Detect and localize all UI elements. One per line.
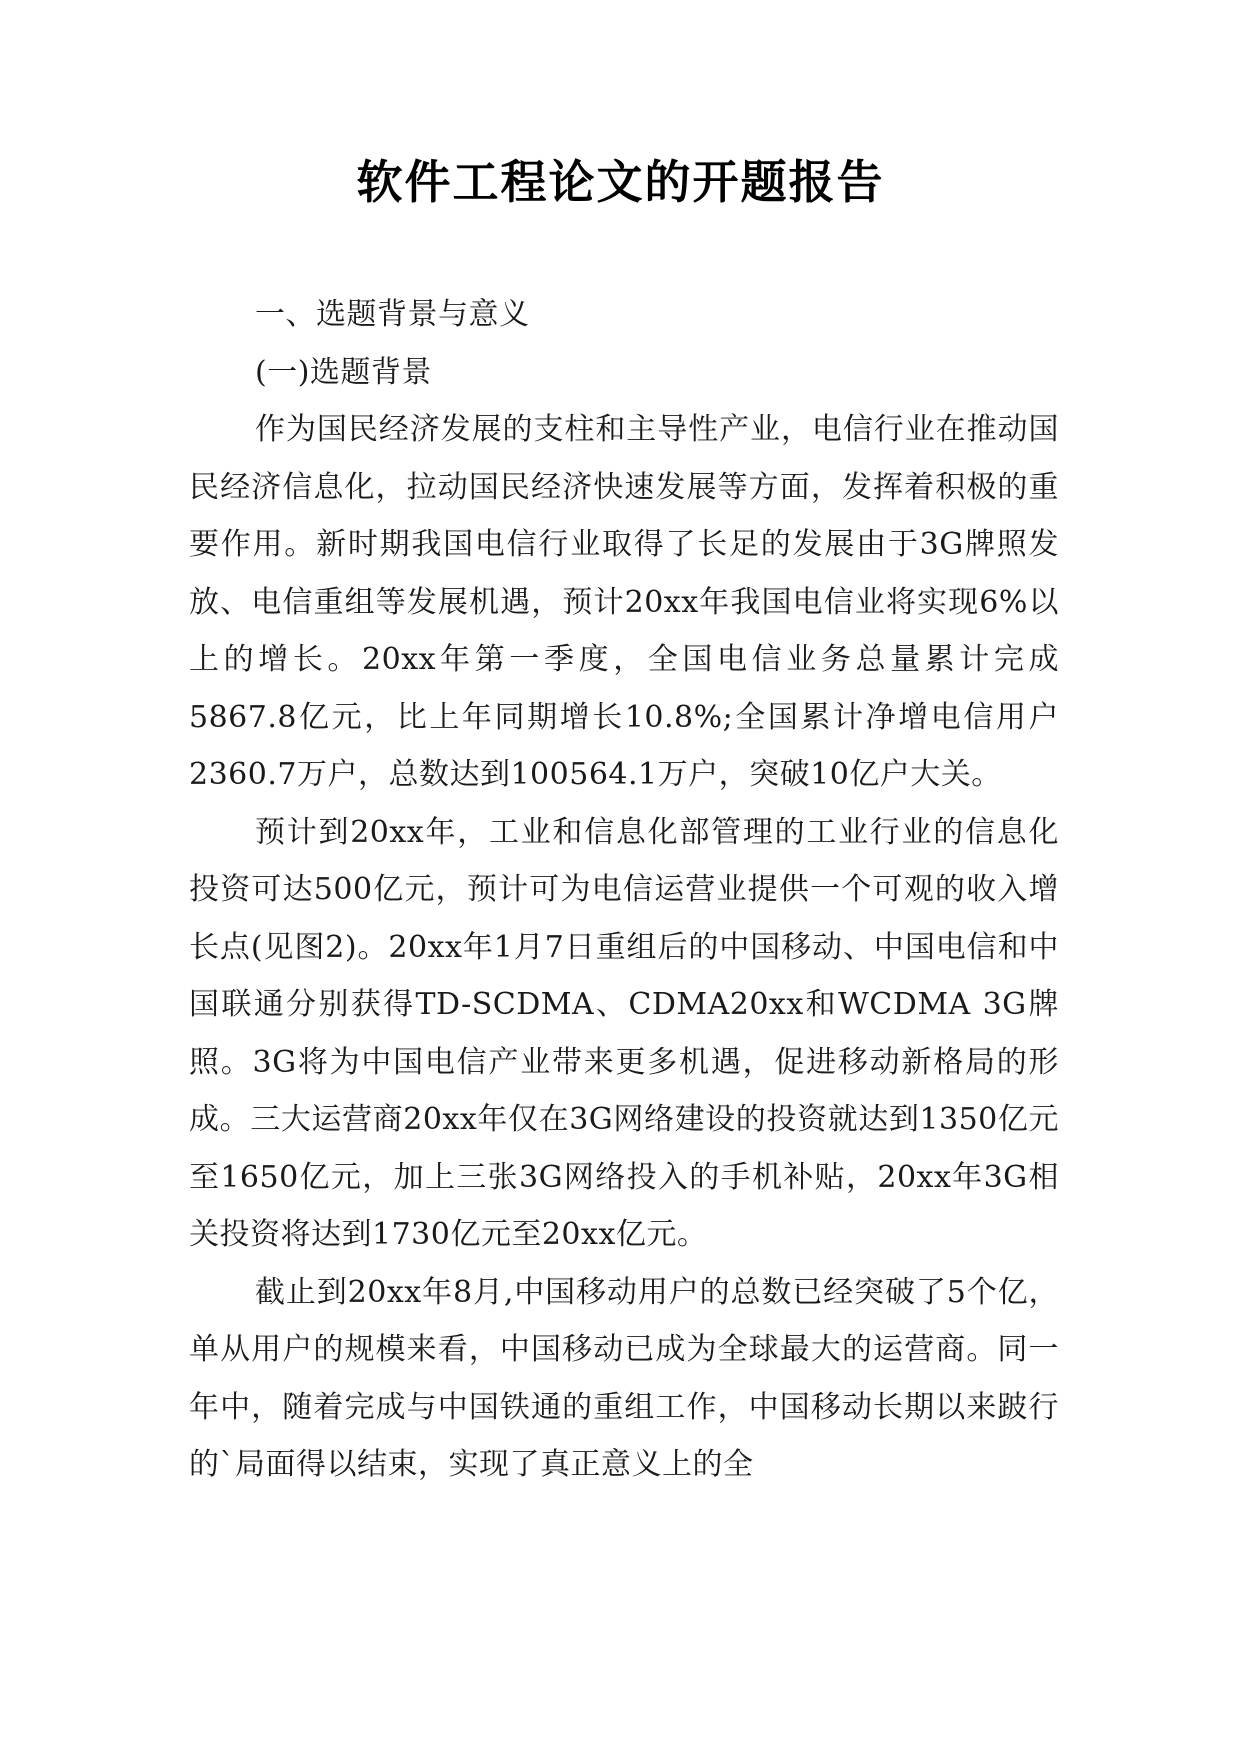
document-title: 软件工程论文的开题报告	[356, 155, 885, 209]
subsection-heading: (一)选题背景	[255, 354, 432, 390]
paragraph-1: 作为国民经济发展的支柱和主导性产业，电信行业在推动国民经济信息化，拉动国民经济快速发展等方面，发挥着积极的重要作用。新时期我国电信行业取得了长足的发展由于3G牌照发放、电信重组等发展机遇，预计20xx年我国电信业将实现6%以上的增长。20xx年第一季度，全国电信业务总量累计完成5867.8亿元，比上年同期增长10.8%;全国累计净增电信用户2360.7万户，总数达到100564.1万户，突破10亿户大关。	[189, 412, 1059, 792]
paragraph-2: 预计到20xx年，工业和信息化部管理的工业行业的信息化投资可达500亿元，预计可为电信运营业提供一个可观的收入增长点(见图2)。20xx年1月7日重组后的中国移动、中国电信和中国联通分别获得TD-SCDMA、CDMA20xx和WCDMA 3G牌照。3G将为中国电信产业带来更多机遇，促进移动新格局的形成。三大运营商20xx年仅在3G网络建设的投资就达到1350亿元至1650亿元，加上三张3G网络投入的手机补贴，20xx年3G相关投资将达到1730亿元至20xx亿元。	[189, 814, 1059, 1252]
document-body	[189, 286, 1059, 1494]
paragraph-3: 截止到20xx年8月,中国移动用户的总数已经突破了5个亿，单从用户的规模来看，中国移动已成为全球最大的运营商。同一年中，随着完成与中国铁通的重组工作，中国移动长期以来跛行的`局面得以结束，实现了真正意义上的全	[189, 1274, 1059, 1482]
section-heading: 一、选题背景与意义	[255, 297, 530, 332]
